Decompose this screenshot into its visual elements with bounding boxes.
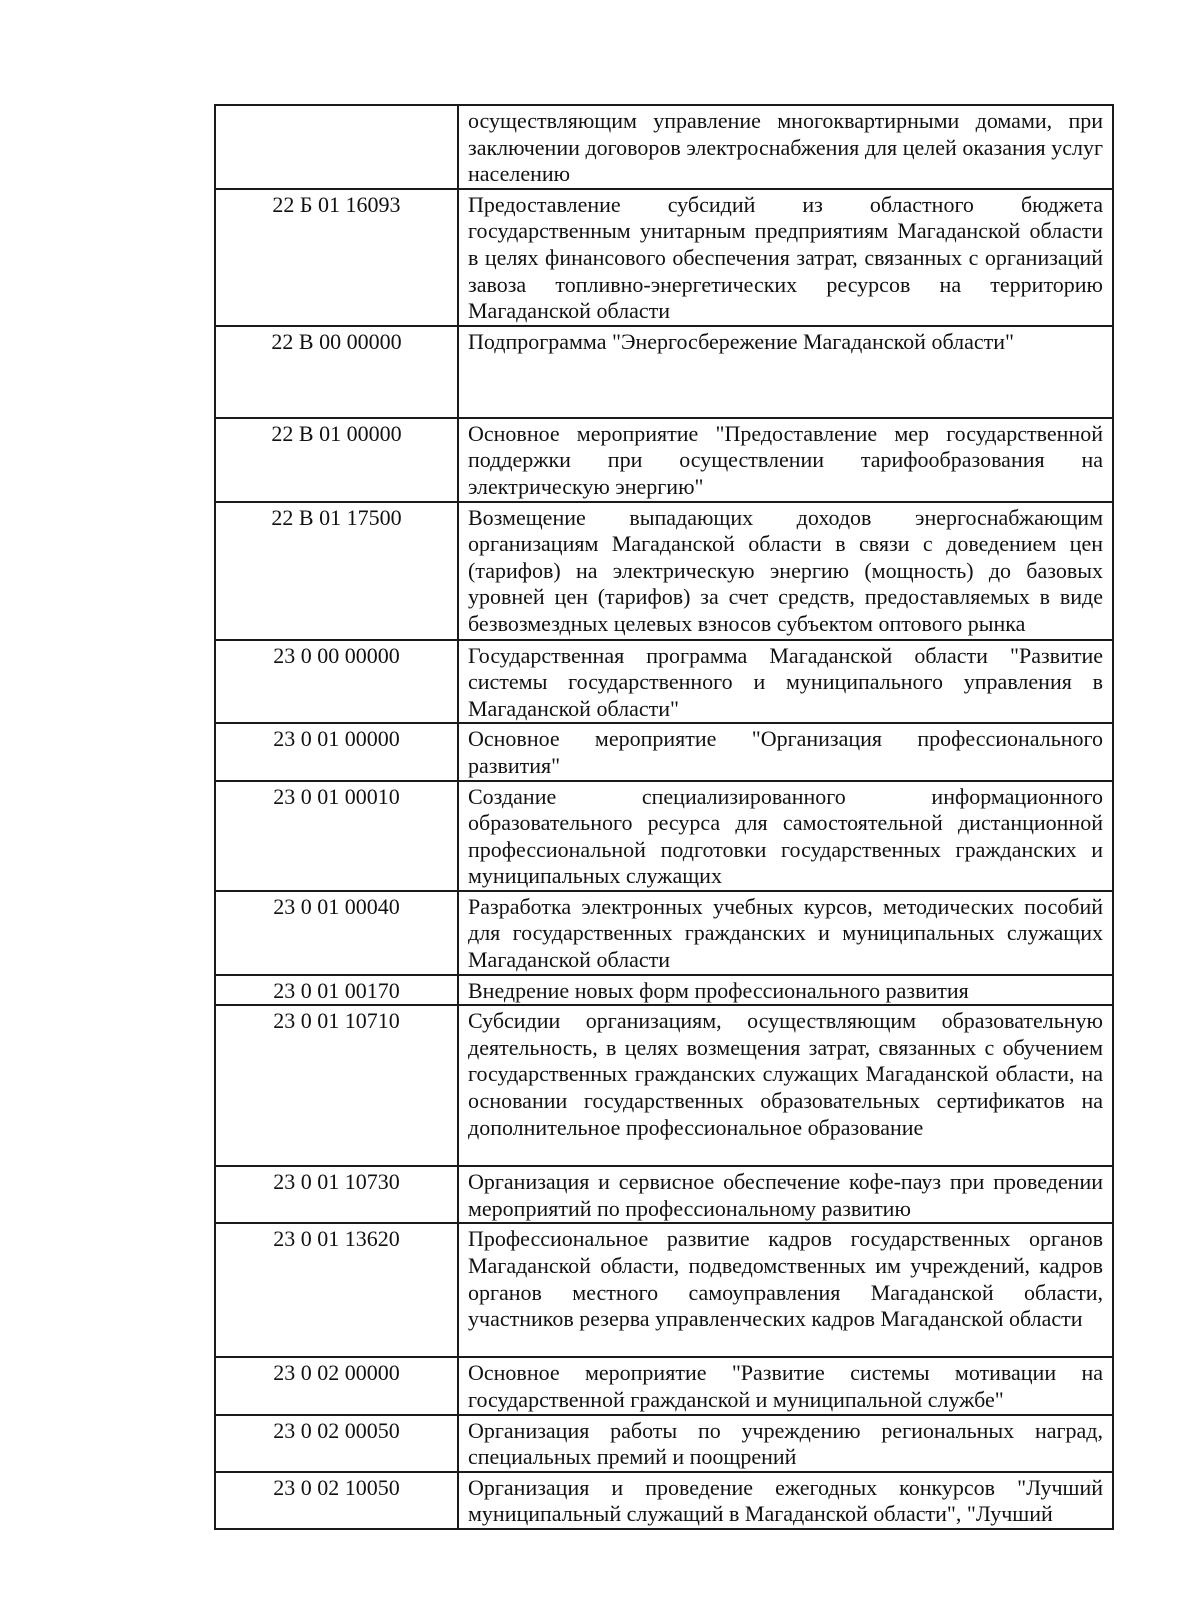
expense-description: Разработка электронных учебных курсов, методических пособий для государственных гражданских и муниципальных служащих Магаданской области [468, 893, 1103, 973]
name-cell [458, 723, 1113, 780]
name-cell [458, 1166, 1113, 1223]
table-row [215, 1415, 1113, 1472]
classification-code: 23 0 01 00170 [273, 977, 400, 1003]
table-body [215, 105, 1113, 1529]
code-cell [215, 1223, 458, 1357]
expense-description: Возмещение выпадающих доходов энергоснабжающим организациям Магаданской области в связи с доведением цен (тарифов) на электрическую энергию (мощность) до базовых уровней цен (тарифов) за счет средств, предоставляемых в виде безвозмездных целевых взносов субъектом оптового рынка [468, 504, 1103, 636]
name-cell [458, 326, 1113, 418]
table-row [215, 189, 1113, 326]
table-row [215, 105, 1113, 189]
table-row [215, 640, 1113, 724]
code-cell [215, 640, 458, 724]
classification-code: 23 0 02 00000 [273, 1360, 400, 1386]
code-cell [215, 1005, 458, 1166]
table-row [215, 975, 1113, 1006]
name-cell [458, 891, 1113, 975]
expense-description: Основное мероприятие "Развитие системы мотивации на государственной гражданской и муниципальной службе" [468, 1360, 1103, 1413]
code-cell [215, 502, 458, 640]
expense-description: Профессиональное развитие кадров государственных органов Магаданской области, подведомственных им учреждений, кадров органов местного самоуправления Магаданской области, участников резерва управленческих кадров Магаданской области [468, 1226, 1103, 1332]
name-cell [458, 1415, 1113, 1472]
table-row [215, 1005, 1113, 1166]
expense-description: Создание специализированного информационного образовательного ресурса для самостоятельной дистанционной профессиональной подготовки государственных гражданских и муниципальных служащих [468, 783, 1103, 889]
name-cell [458, 1357, 1113, 1414]
classification-code: 23 0 02 00050 [273, 1417, 400, 1443]
table-row [215, 326, 1113, 418]
table-row [215, 781, 1113, 891]
expense-description: Субсидии организациям, осуществляющим образовательную деятельность, в целях возмещения затрат, связанных с обучением государственных гражданских служащих Магаданской области, на основании государственных образовательных сертификатов на дополнительное профессиональное образование [468, 1008, 1103, 1140]
code-cell [215, 105, 458, 189]
table-row [215, 1472, 1113, 1529]
classification-code: 23 0 01 00010 [273, 783, 400, 809]
code-cell [215, 326, 458, 418]
classification-code: 23 0 01 13620 [273, 1226, 400, 1252]
classification-code: 23 0 01 00040 [273, 893, 400, 919]
expense-description: Организация и сервисное обеспечение кофе-пауз при проведении мероприятий по профессиональному развитию [468, 1169, 1103, 1221]
expense-description: Подпрограмма "Энергосбережение Магаданской области" [468, 328, 1014, 354]
name-cell [458, 1472, 1113, 1529]
table-row [215, 1357, 1113, 1414]
expense-description: Государственная программа Магаданской области "Развитие системы государственного и муниципального управления в Магаданской области" [468, 642, 1103, 721]
code-cell [215, 975, 458, 1006]
name-cell [458, 1223, 1113, 1357]
code-cell [215, 1166, 458, 1223]
expense-description: Организация работы по учреждению региональных наград, специальных премий и поощрений [468, 1417, 1103, 1470]
expense-description: Основное мероприятие "Организация профессионального развития" [468, 726, 1103, 778]
code-cell [215, 189, 458, 326]
expense-description: осуществляющим управление многоквартирными домами, при заключении договоров электроснабжения для целей оказания услуг населению [468, 108, 1103, 187]
name-cell [458, 189, 1113, 326]
expense-description: Организация и проведение ежегодных конкурсов "Лучший муниципальный служащий в Магаданской области", "Лучший [468, 1474, 1103, 1527]
table-row [215, 1223, 1113, 1357]
name-cell [458, 975, 1113, 1006]
code-cell [215, 1415, 458, 1472]
classification-code: 23 0 01 00000 [273, 726, 400, 752]
expense-description: Предоставление субсидий из областного бюджета государственным унитарным предприятиям Магаданской области в целях финансового обеспечения затрат, связанных с организаций завоза топливно-энергетических ресурсов на территорию Магаданской области [468, 191, 1103, 324]
classification-code: 22 Б 01 16093 [272, 191, 401, 217]
name-cell [458, 502, 1113, 640]
name-cell [458, 418, 1113, 502]
code-cell [215, 723, 458, 780]
name-cell [458, 781, 1113, 891]
table-row [215, 418, 1113, 502]
code-cell [215, 1472, 458, 1529]
code-cell [215, 418, 458, 502]
classification-code: 23 0 01 10730 [273, 1169, 400, 1195]
classification-code: 22 В 00 00000 [271, 328, 402, 354]
expense-description: Основное мероприятие "Предоставление мер государственной поддержки при осуществлении тарифообразования на электрическую энергию" [468, 420, 1103, 499]
classification-code: 22 В 01 17500 [271, 504, 402, 530]
classification-code: 23 0 01 10710 [273, 1008, 400, 1034]
code-cell [215, 781, 458, 891]
table-row [215, 1166, 1113, 1223]
table-row [215, 723, 1113, 780]
code-cell [215, 1357, 458, 1414]
name-cell [458, 105, 1113, 189]
classification-code: 23 0 00 00000 [273, 642, 400, 668]
budget-classification-table [214, 104, 1114, 1530]
expense-description: Внедрение новых форм профессионального развития [468, 977, 969, 1003]
classification-code: 23 0 02 10050 [273, 1474, 400, 1500]
name-cell [458, 1005, 1113, 1166]
name-cell [458, 640, 1113, 724]
code-cell [215, 891, 458, 975]
table-row [215, 502, 1113, 640]
table-row [215, 891, 1113, 975]
classification-code: 22 В 01 00000 [271, 420, 402, 446]
